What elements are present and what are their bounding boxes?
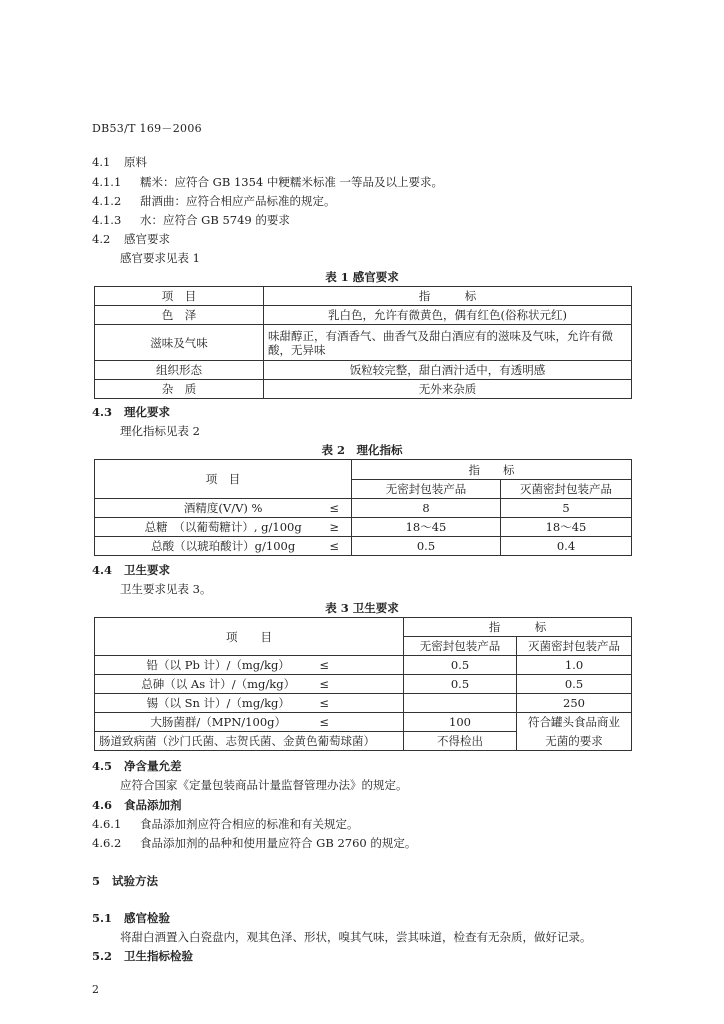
table-3-cell-item: 肠道致病菌（沙门氏菌、志贺氏菌、金黄色葡萄球菌）: [95, 732, 404, 751]
table-3-caption: 表 3 卫生要求: [325, 601, 399, 615]
table-1-caption: 表 1 感官要求: [325, 270, 399, 284]
table-3-hygiene: [94, 617, 632, 751]
section-4-2-heading: 4.2 感官要求: [92, 232, 170, 246]
table-3-header-col1: 无密封包装产品: [404, 637, 517, 656]
table-2-header-item: 项 目: [95, 460, 352, 499]
section-4-1-3: 4.1.3 水：应符合 GB 5749 的要求: [92, 213, 290, 227]
table-2-header-col2: 灭菌密封包装产品: [501, 480, 632, 499]
section-4-5-heading: 4.5 净含量允差: [92, 759, 182, 773]
table-2-cell-v1: 18～45: [352, 518, 501, 537]
table-3-cell-v2: 0.5: [517, 675, 632, 694]
table-row: [95, 656, 632, 675]
section-4-1-2: 4.1.2 甜酒曲：应符合相应产品标准的规定。: [92, 194, 336, 208]
table-2-cell-item: 酒精度(V/V) % ≤: [95, 499, 352, 518]
section-4-1-heading: 4.1 原料: [92, 155, 147, 169]
table-3-cell-v2: 符合罐头食品商业: [517, 713, 632, 732]
table-row: [95, 713, 632, 732]
table-row: [95, 287, 632, 306]
table-3-cell-item: 锡（以 Sn 计）/（mg/kg） ≤: [95, 694, 404, 713]
table-3-cell-v2: 1.0: [517, 656, 632, 675]
section-5-1-text: 将甜白酒置入白瓷盘内，观其色泽、形状，嗅其气味，尝其味道，检查有无杂质，做好记录。: [120, 930, 592, 944]
table-2-cell-v1: 0.5: [352, 537, 501, 556]
table-3-cell-v1: [404, 694, 517, 713]
table-3-cell-item: 大肠菌群/（MPN/100g） ≤: [95, 713, 404, 732]
table-row: [95, 518, 632, 537]
table-2-cell-item: 总糖 （以葡萄糖计）, g/100g ≥: [95, 518, 352, 537]
table-2-header-index: 指 标: [352, 460, 632, 480]
table-3-header-index: 指 标: [404, 618, 632, 637]
table-2-header-col1: 无密封包装产品: [352, 480, 501, 499]
table-3-cell-v1: 0.5: [404, 656, 517, 675]
section-4-6-1: 4.6.1 食品添加剂应符合相应的标准和有关规定。: [92, 817, 359, 831]
table-1-header-index: 指 标: [264, 287, 632, 306]
table-2-cell-item: 总酸（以琥珀酸计）g/100g ≤: [95, 537, 352, 556]
table-3-cell-item: 铅（以 Pb 计）/（mg/kg） ≤: [95, 656, 404, 675]
section-4-6-heading: 4.6 食品添加剂: [92, 798, 182, 812]
table-1-cell-value: 饭粒较完整，甜白酒汁适中，有透明感: [264, 361, 632, 380]
table-1-cell-item: 杂 质: [95, 380, 264, 399]
table-3-cell-v1: 100: [404, 713, 517, 732]
section-4-4-heading: 4.4 卫生要求: [92, 563, 170, 577]
table-2-cell-v2: 5: [501, 499, 632, 518]
table-row: [95, 460, 632, 480]
table-2-cell-v2: 18～45: [501, 518, 632, 537]
table-1-cell-item: 组织形态: [95, 361, 264, 380]
table-2-caption: 表 2 理化指标: [321, 443, 403, 457]
table-row: [95, 675, 632, 694]
section-4-2-intro: 感官要求见表 1: [120, 251, 200, 265]
section-4-3-intro: 理化指标见表 2: [120, 424, 200, 438]
page-number: 2: [92, 983, 99, 996]
section-5-1-heading: 5.1 感官检验: [92, 911, 170, 925]
table-row: [95, 694, 632, 713]
table-3-cell-v1: 不得检出: [404, 732, 517, 751]
table-1-cell-item: 色 泽: [95, 306, 264, 325]
table-row: [95, 499, 632, 518]
table-row: [95, 732, 632, 751]
table-1-cell-item: 滋味及气味: [95, 325, 264, 361]
table-1-cell-value: 无外来杂质: [264, 380, 632, 399]
table-3-cell-item: 总砷（以 As 计）/（mg/kg） ≤: [95, 675, 404, 694]
table-1-cell-value: 乳白色，允许有微黄色，偶有红色(俗称状元红): [264, 306, 632, 325]
table-row: [95, 361, 632, 380]
table-3-cell-v2: 无菌的要求: [517, 732, 632, 751]
table-3-cell-v1: 0.5: [404, 675, 517, 694]
table-1-sensory: [94, 286, 632, 399]
table-1-cell-value: 味甜醇正，有酒香气、曲香气及甜白酒应有的滋味及气味，允许有微酸，无异味: [264, 325, 632, 361]
table-row: [95, 306, 632, 325]
section-4-3-heading: 4.3 理化要求: [92, 405, 170, 419]
section-4-5-text: 应符合国家《定量包装商品计量监督管理办法》的规定。: [120, 778, 408, 792]
table-3-cell-v2: 250: [517, 694, 632, 713]
table-2-cell-v1: 8: [352, 499, 501, 518]
table-3-header-col2: 灭菌密封包装产品: [517, 637, 632, 656]
table-row: [95, 537, 632, 556]
table-row: [95, 380, 632, 399]
table-2-physicochemical: [94, 459, 632, 556]
table-1-header-item: 项 目: [95, 287, 264, 306]
section-4-4-intro: 卫生要求见表 3。: [120, 582, 212, 596]
table-row: [95, 618, 632, 637]
section-5-2-heading: 5.2 卫生指标检验: [92, 949, 193, 963]
table-3-header-item: 项 目: [95, 618, 404, 656]
section-5-heading: 5 试验方法: [92, 874, 158, 888]
section-4-1-1: 4.1.1 糯米：应符合 GB 1354 中粳糯米标准 一等品及以上要求。: [92, 175, 444, 189]
table-row: [95, 325, 632, 361]
table-2-cell-v2: 0.4: [501, 537, 632, 556]
document-code: DB53/T 169－2006: [92, 122, 202, 135]
section-4-6-2: 4.6.2 食品添加剂的品种和使用量应符合 GB 2760 的规定。: [92, 836, 417, 850]
